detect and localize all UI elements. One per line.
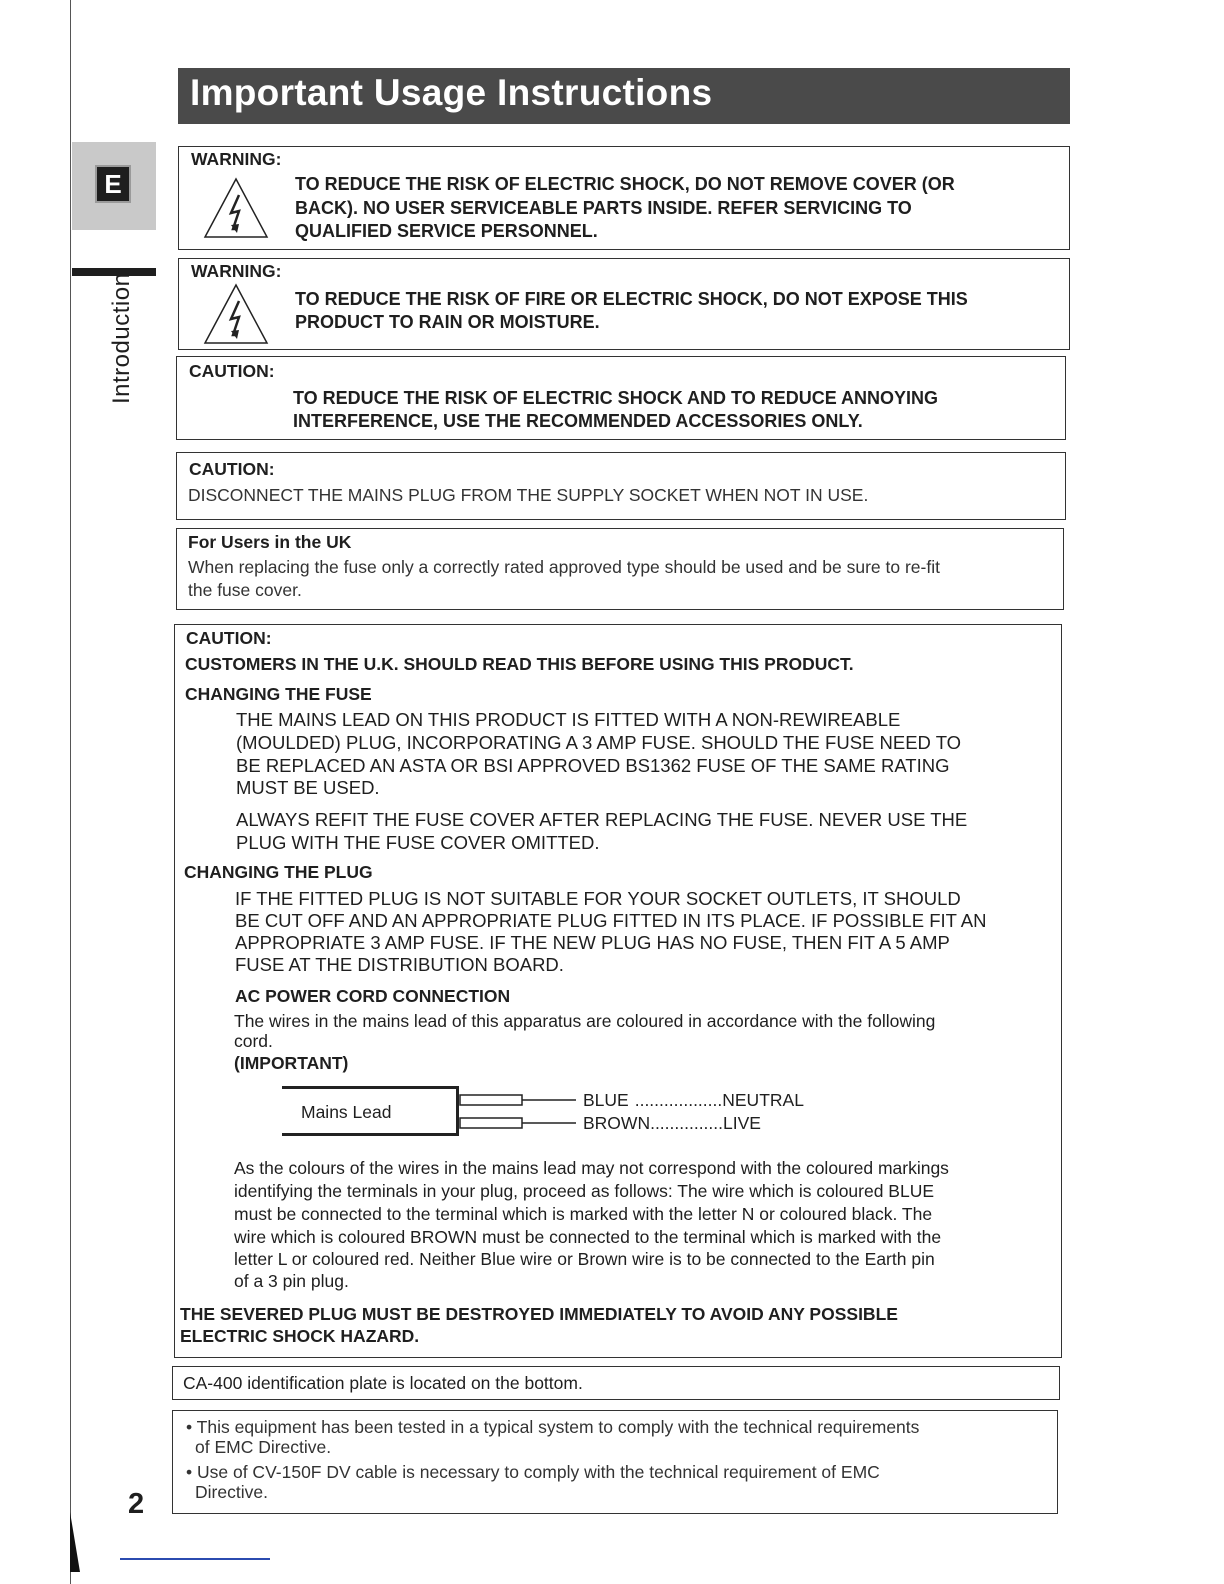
- emc-bullet-line: Directive.: [195, 1482, 268, 1502]
- plug-para-line: BE CUT OFF AND AN APPROPRIATE PLUG FITTED IN ITS PLACE. IF POSSIBLE FIT AN: [235, 910, 987, 931]
- ac-power-line: cord.: [234, 1031, 273, 1051]
- caution-box-disconnect: [176, 452, 1066, 520]
- caution-subheading: CUSTOMERS IN THE U.K. SHOULD READ THIS BEFORE USING THIS PRODUCT.: [185, 654, 854, 674]
- id-plate-text: CA-400 identification plate is located on the bottom.: [183, 1373, 583, 1393]
- emc-bullet-line: • Use of CV-150F DV cable is necessary to comply with the technical requirement of EMC: [186, 1462, 880, 1482]
- colours-para-line: As the colours of the wires in the mains lead may not correspond with the coloured markings: [234, 1158, 949, 1178]
- fuse-para-line: BE REPLACED AN ASTA OR BSI APPROVED BS1362 FUSE OF THE SAME RATING: [236, 755, 950, 776]
- mains-lead-bottom-rule: [282, 1133, 458, 1136]
- wire-leader: ..................: [634, 1090, 723, 1110]
- wire-brown-row: [583, 1113, 761, 1134]
- page-title: Important Usage Instructions: [190, 72, 713, 113]
- colours-para-line: of a 3 pin plug.: [234, 1271, 349, 1291]
- plug-para-line: APPROPRIATE 3 AMP FUSE. IF THE NEW PLUG HAS NO FUSE, THEN FIT A 5 AMP: [235, 932, 950, 953]
- caution-text: DISCONNECT THE MAINS PLUG FROM THE SUPPLY SOCKET WHEN NOT IN USE.: [188, 485, 869, 505]
- uk-users-box: [176, 528, 1064, 610]
- colours-para-line: letter L or coloured red. Neither Blue wire or Brown wire is to be connected to the Earth pin: [234, 1249, 935, 1269]
- colours-para-line: identifying the terminals in your plug, proceed as follows: The wire which is coloured BLUE: [234, 1181, 935, 1201]
- final-warning-line: THE SEVERED PLUG MUST BE DESTROYED IMMEDIATELY TO AVOID ANY POSSIBLE: [180, 1304, 898, 1324]
- caution-box-accessories: [176, 356, 1066, 440]
- caution-heading: CAUTION:: [189, 459, 275, 479]
- wire-colour: BROWN: [583, 1113, 651, 1133]
- language-tab-letter: E: [95, 165, 131, 203]
- final-warning-line: ELECTRIC SHOCK HAZARD.: [180, 1326, 420, 1346]
- corner-mark: [70, 1512, 80, 1572]
- page-title-bar: [178, 68, 1070, 124]
- important-label: (IMPORTANT): [234, 1053, 349, 1073]
- fuse-para-line: MUST BE USED.: [236, 777, 380, 798]
- emc-bullet-line: • This equipment has been tested in a typical system to comply with the technical requirements: [186, 1417, 920, 1437]
- warning-line: TO REDUCE THE RISK OF FIRE OR ELECTRIC SHOCK, DO NOT EXPOSE THIS: [295, 289, 968, 309]
- caution-line: INTERFERENCE, USE THE RECOMMENDED ACCESSORIES ONLY.: [293, 411, 863, 431]
- wire-leader: ...............: [650, 1113, 724, 1133]
- warning-heading: WARNING:: [191, 149, 282, 169]
- wire-colour: BLUE: [583, 1090, 629, 1110]
- mains-lead-top-rule: [282, 1086, 458, 1089]
- electric-shock-warning-icon: [203, 283, 269, 345]
- warning-line: PRODUCT TO RAIN OR MOISTURE.: [295, 312, 600, 332]
- changing-fuse-heading: CHANGING THE FUSE: [185, 684, 372, 704]
- caution-heading: CAUTION:: [186, 628, 272, 648]
- fuse-para-line: (MOULDED) PLUG, INCORPORATING A 3 AMP FUSE. SHOULD THE FUSE NEED TO: [236, 732, 962, 753]
- bottom-rule: [120, 1558, 270, 1560]
- page-number: 2: [128, 1488, 145, 1520]
- wire-blue-row: [583, 1090, 804, 1111]
- wire-function: NEUTRAL: [722, 1090, 804, 1110]
- warning-box-moisture: [178, 258, 1070, 350]
- electric-shock-warning-icon: [203, 177, 269, 239]
- caution-box-uk-plug: [174, 624, 1062, 1358]
- uk-users-line: When replacing the fuse only a correctly rated approved type should be used and be sure to re-fit: [188, 557, 940, 577]
- language-tab: [72, 142, 156, 230]
- wire-function: LIVE: [723, 1113, 761, 1133]
- colours-para-line: must be connected to the terminal which is marked with the letter N or coloured black. The: [234, 1204, 933, 1224]
- colours-para-line: wire which is coloured BROWN must be connected to the terminal which is marked with the: [234, 1227, 942, 1247]
- fuse-para-line: PLUG WITH THE FUSE COVER OMITTED.: [236, 832, 600, 853]
- warning-line: QUALIFIED SERVICE PERSONNEL.: [295, 221, 598, 241]
- plug-para-line: FUSE AT THE DISTRIBUTION BOARD.: [235, 954, 564, 975]
- ac-power-line: The wires in the mains lead of this apparatus are coloured in accordance with the following: [234, 1011, 936, 1031]
- page-margin-rule: [70, 0, 71, 1584]
- mains-lead-block: [282, 1086, 458, 1136]
- section-label: Introduction: [108, 272, 135, 404]
- wire-lines: [458, 1092, 582, 1134]
- emc-bullet-line: of EMC Directive.: [195, 1437, 332, 1457]
- warning-box-cover: [178, 146, 1070, 250]
- changing-plug-heading: CHANGING THE PLUG: [184, 862, 373, 882]
- caution-heading: CAUTION:: [189, 361, 275, 381]
- plug-para-line: IF THE FITTED PLUG IS NOT SUITABLE FOR YOUR SOCKET OUTLETS, IT SHOULD: [235, 888, 961, 909]
- warning-line: TO REDUCE THE RISK OF ELECTRIC SHOCK, DO NOT REMOVE COVER (OR: [295, 174, 955, 194]
- caution-line: TO REDUCE THE RISK OF ELECTRIC SHOCK AND TO REDUCE ANNOYING: [293, 388, 939, 408]
- id-plate-box: [172, 1366, 1060, 1400]
- mains-lead-label: Mains Lead: [301, 1102, 392, 1122]
- uk-users-line: the fuse cover.: [188, 580, 302, 600]
- fuse-para-line: THE MAINS LEAD ON THIS PRODUCT IS FITTED WITH A NON-REWIREABLE: [236, 709, 901, 730]
- ac-power-heading: AC POWER CORD CONNECTION: [235, 986, 511, 1006]
- warning-heading: WARNING:: [191, 261, 282, 281]
- fuse-para-line: ALWAYS REFIT THE FUSE COVER AFTER REPLACING THE FUSE. NEVER USE THE: [236, 809, 968, 830]
- uk-users-heading: For Users in the UK: [188, 532, 352, 552]
- warning-line: BACK). NO USER SERVICEABLE PARTS INSIDE. REFER SERVICING TO: [295, 198, 912, 218]
